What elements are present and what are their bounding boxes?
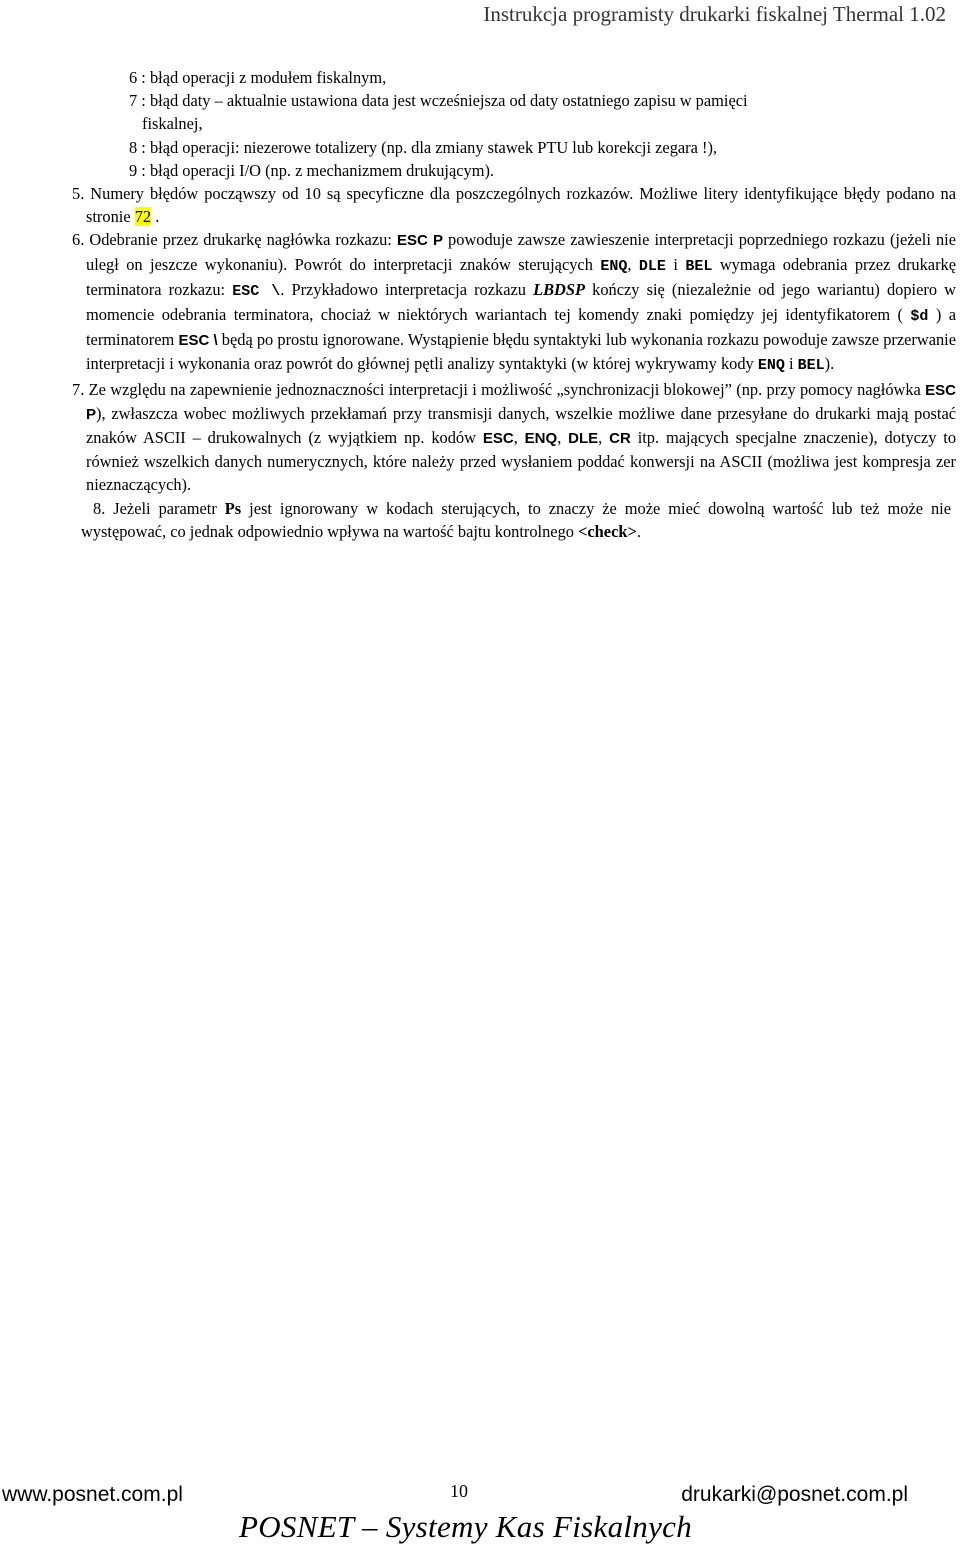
item7-text: itp. mających specjalne znaczenie), dotyczy to również wszelkich danych numerycznych, które należy przed wysłaniem poddać konwersji na ASCII (możliwa jest kompresja zer nieznaczących).: [86, 428, 957, 495]
error-code-6: 6 : błąd operacji z modułem fiskalnym,: [129, 68, 387, 87]
code-dollar-d: $d: [910, 308, 929, 326]
item7-text: ,: [513, 428, 525, 448]
item6-text: i: [784, 354, 798, 374]
item5-text: 5. Numery błędów począwszy od 10 są specyficzne dla poszczególnych rozkazów. Możliwe litery identyfikujące błędy podano na stronie: [72, 184, 956, 227]
item6-text: powoduje zawsze zawieszenie interpretacji poprzedniego rozkazu (jeżeli nie uległ on jeszcze wykonaniu). Powrót do interpretacji znaków sterujących: [86, 230, 957, 274]
code-dle: DLE: [568, 430, 599, 448]
error-code-7: 7 : błąd daty – aktualnie ustawiona data jest wcześniejsza od daty ostatniego zapisu w pamięci: [129, 91, 748, 111]
code-enq: ENQ: [524, 430, 558, 448]
param-check: <check>: [578, 521, 637, 541]
footer-website[interactable]: www.posnet.com.pl: [2, 1483, 183, 1506]
item6-text: . Przykładowo interpretacja rozkazu: [280, 279, 534, 299]
error-code-8: 8 : błąd operacji: niezerowe totalizery (np. dla zmiany stawek PTU lub korekcji zegara !),: [129, 137, 718, 157]
command-lbdsp: LBDSP: [533, 279, 586, 299]
code-bel: BEL: [797, 357, 825, 375]
item6-text: wymaga odebrania przez drukarkę terminatora rozkazu:: [86, 254, 956, 299]
error-code-9: 9 : błąd operacji I/O (np. z mechanizmem drukującym).: [129, 160, 495, 180]
item7-text: ), zwłaszcza wobec możliwych przekłamań przy transmisji danych, wszelkie możliwe dane przesyłane do drukarki mają postać znaków ASCII – drukowalnych (z wyjątkiem np. kodów: [86, 403, 956, 448]
code-esc-p: ESC P: [396, 232, 443, 250]
item8-text: 8. Jeżeli parametr: [93, 498, 225, 518]
item8-text: .: [636, 521, 641, 541]
page-reference-link[interactable]: 72: [134, 207, 152, 227]
error-code-7-continued: fiskalnej,: [142, 114, 203, 134]
item6-text: ) a terminatorem: [86, 305, 956, 350]
header-title: Instrukcja programisty drukarki fiskalnej Thermal 1.02: [483, 2, 946, 26]
param-ps: Ps: [224, 498, 242, 518]
list-item-5: [72, 182, 956, 228]
item7-text: ,: [557, 428, 569, 448]
item6-text: 6. Odebranie przez drukarkę nagłówka rozkazu:: [72, 230, 397, 250]
code-bel: BEL: [685, 257, 713, 275]
item7-text: ,: [598, 428, 610, 448]
item6-text: i: [665, 254, 686, 274]
code-dle: DLE: [638, 257, 666, 275]
list-item-6: [72, 228, 956, 377]
item6-text: będą po prostu ignorowane. Wystąpienie błędu syntaktyki lub wykonania rozkazu powoduje zawsze przerwanie interpretacji i wykonania oraz powrót do głównej pętli analizy syntaktyki (w której wykrywamy kody: [86, 330, 956, 374]
page-number: 10: [450, 1481, 468, 1501]
code-cr: CR: [609, 430, 631, 448]
item5-text-end: .: [151, 207, 160, 227]
code-enq: ENQ: [757, 357, 785, 375]
code-esc: ESC: [482, 430, 514, 448]
footer-email[interactable]: drukarki@posnet.com.pl: [681, 1483, 908, 1506]
item6-text: ).: [824, 354, 835, 374]
list-item-7: [72, 378, 956, 497]
document-body: [72, 66, 956, 543]
code-esc-p: ESC P: [86, 381, 956, 423]
code-esc-terminator: ESC \: [232, 282, 281, 300]
item6-text: ,: [627, 254, 639, 274]
item6-text: kończy się (niezależnie od jego wariantu) dopiero w momencie odebrania terminatora, chociaż w niektórych wariantach tej komendy znaki pomiędzy jej identyfikatorem (: [86, 279, 956, 325]
list-item-8: [72, 497, 951, 543]
item7-text: 7. Ze względu na zapewnienie jednoznaczności interpretacji i możliwość „synchronizacji blokowej” (np. przy pomocy nagłówka: [72, 379, 926, 399]
code-enq: ENQ: [600, 257, 628, 275]
item8-text: jest ignorowany w kodach sterujących, to znaczy że może mieć dowolną wartość lub też może nie występować, co jednak odpowiednio wpływa na wartość bajtu kontrolnego: [81, 498, 951, 541]
footer-brand: POSNET – Systemy Kas Fiskalnych: [239, 1509, 693, 1544]
code-esc-terminator: ESC \: [178, 332, 218, 350]
